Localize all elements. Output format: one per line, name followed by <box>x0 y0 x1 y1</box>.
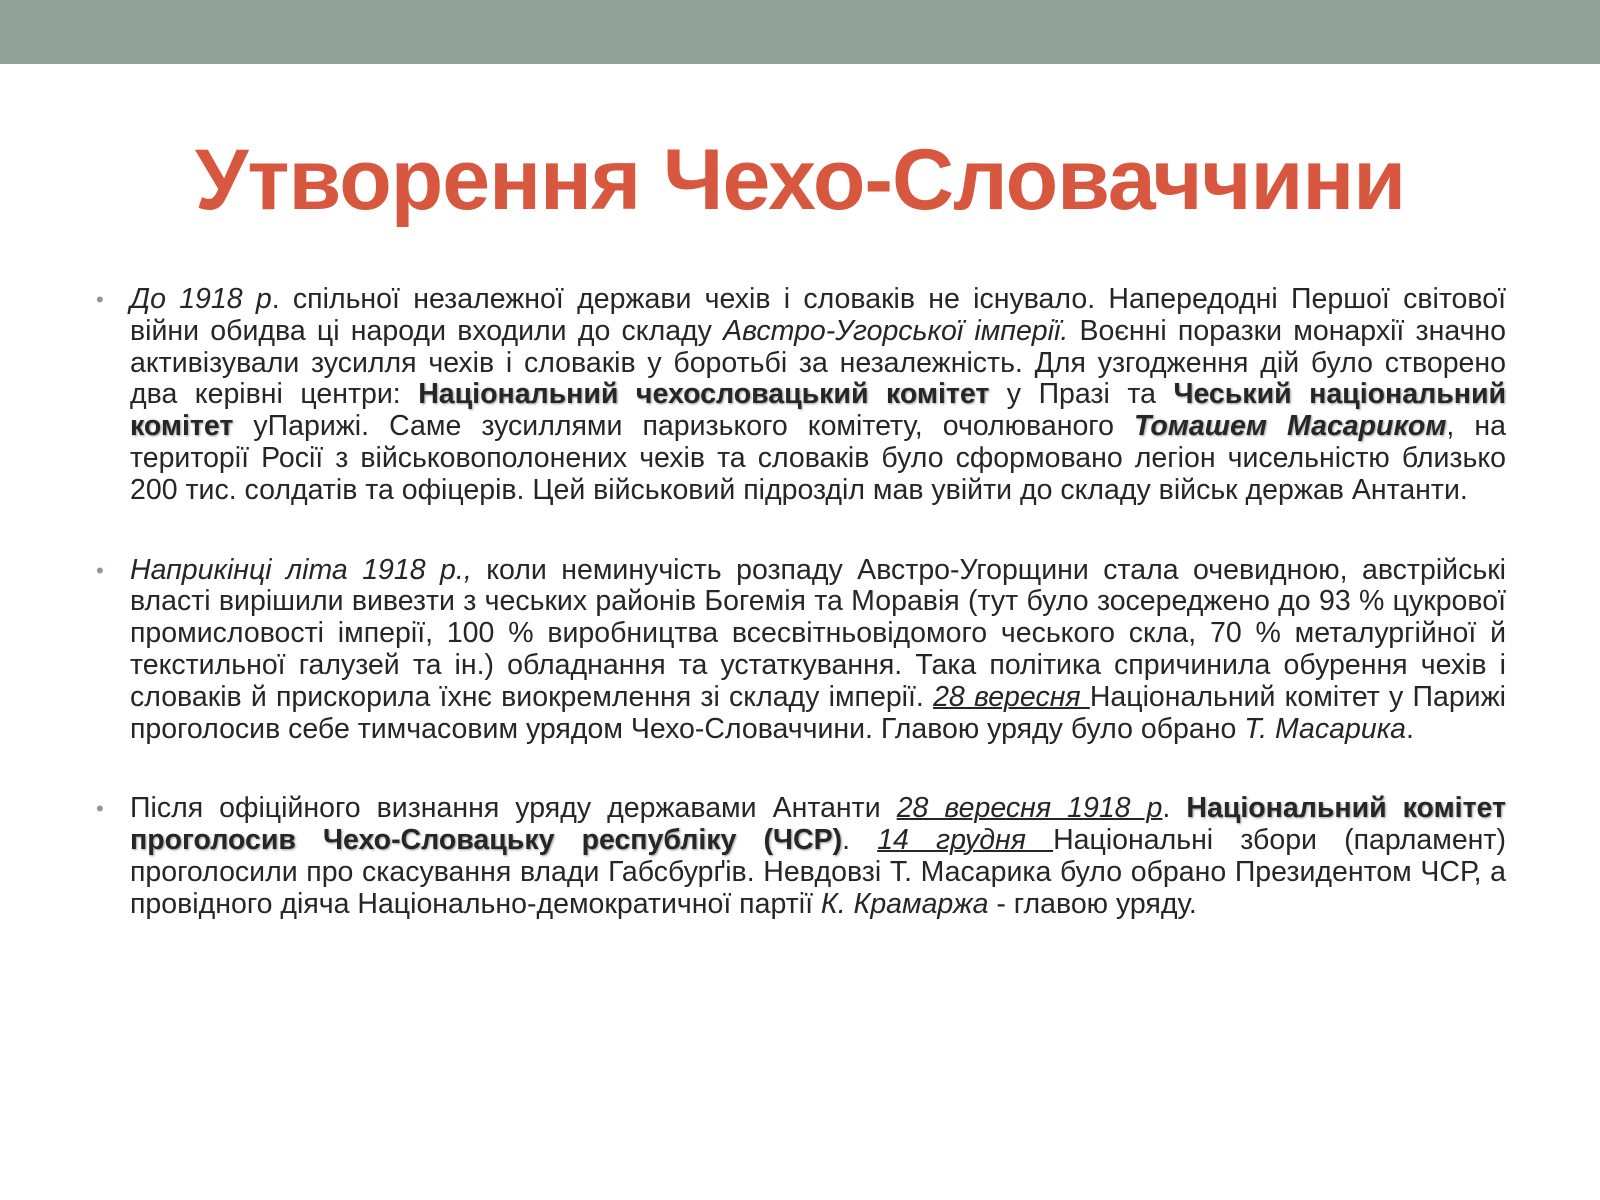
bullet-item-3 <box>96 793 1506 920</box>
paragraph-text: . <box>842 824 878 857</box>
paragraph-text: Воєнні поразки монархії значно активізували зусилля чехів і словаків у боротьбі за незалежність. Для узгодження дій було створено два керівні центри: <box>130 314 1507 411</box>
bullet-dot-icon: • <box>96 287 104 312</box>
highlight-committee-prague: Національний чехословацький комітет <box>418 378 990 411</box>
bullet-list <box>96 284 1506 969</box>
bullet-dot-icon: • <box>96 796 104 822</box>
highlight-csr-proclamation: Національний комітет проголосив Чехо-Словацьку республіку (ЧСР) <box>130 792 1506 857</box>
date-text: Наприкінці літа 1918 р., <box>130 553 472 586</box>
date-underlined: 28 вересня 1918 р <box>896 792 1163 825</box>
highlight-masaryk: Томашем Масариком <box>1134 410 1447 443</box>
paragraph-text: . <box>1406 712 1414 745</box>
empire-name: Австро-Угорської імперії. <box>723 314 1069 347</box>
paragraph-text: . <box>1162 792 1187 825</box>
paragraph-text: . спільної незалежної держави чехів і словаків не існувало. Напередодні Першої світової війни обидва ці народи входили до складу <box>130 283 1506 347</box>
date-underlined: 14 грудня <box>877 824 1054 857</box>
paragraph-text: Національні збори (парламент) проголосили про скасування влади Габсбурґів. Невдовзі Т. Масарика було обрано Президентом ЧСР, а провідного діяча Національно-демократичної партії <box>130 824 1506 920</box>
date-underlined: 28 вересня <box>933 680 1090 713</box>
paragraph-text: у Празі та <box>989 378 1174 411</box>
bullet-dot-icon: • <box>96 557 104 583</box>
paragraph-text: Національний комітет у Парижі проголосив себе тимчасовим урядом Чехо-Словаччини. Главою уряду було обрано <box>130 680 1506 745</box>
person-name: Т. Масарика <box>1244 712 1407 745</box>
paragraph-text: Після офіційного визнання уряду державами Антанти <box>130 792 897 825</box>
paragraph-text: уПарижі. Саме зусиллями паризького комітету, очолюваного <box>233 410 1134 443</box>
slide-title: Утворення Чехо-Словаччини <box>194 132 1406 228</box>
top-header-bar <box>0 0 1600 64</box>
person-name: К. Крамаржа <box>820 887 989 920</box>
highlight-committee-paris: Чеський національний комітет <box>130 378 1506 443</box>
bullet-item-2 <box>96 555 1506 746</box>
paragraph-text: - главою уряду. <box>988 887 1197 920</box>
paragraph-text: коли неминучість розпаду Австро-Угорщини стала очевидною, австрійські власті вирішили вивезти з чеських районів Богемія та Моравія (тут було зосереджено до 93 % цукрової промисловості імперії, 100 % виробництва всесвітньовідомого чеського скла, 70 % металургійної й текстильної галузей та ін.) обладнання та устаткування. Така політика спричинила обурення чехів і словаків й прискорила їхнє виокремлення зі складу імперії. <box>130 553 1506 713</box>
bullet-item-1 <box>96 284 1506 507</box>
paragraph-text: , на території Росії з військовополонених чехів та словаків було сформовано легіон чисельністю близько 200 тис. солдатів та офіцерів. Цей військовий підрозділ мав увійти до складу військ держав Антанти. <box>130 410 1506 506</box>
date-text: До 1918 р <box>130 283 272 315</box>
